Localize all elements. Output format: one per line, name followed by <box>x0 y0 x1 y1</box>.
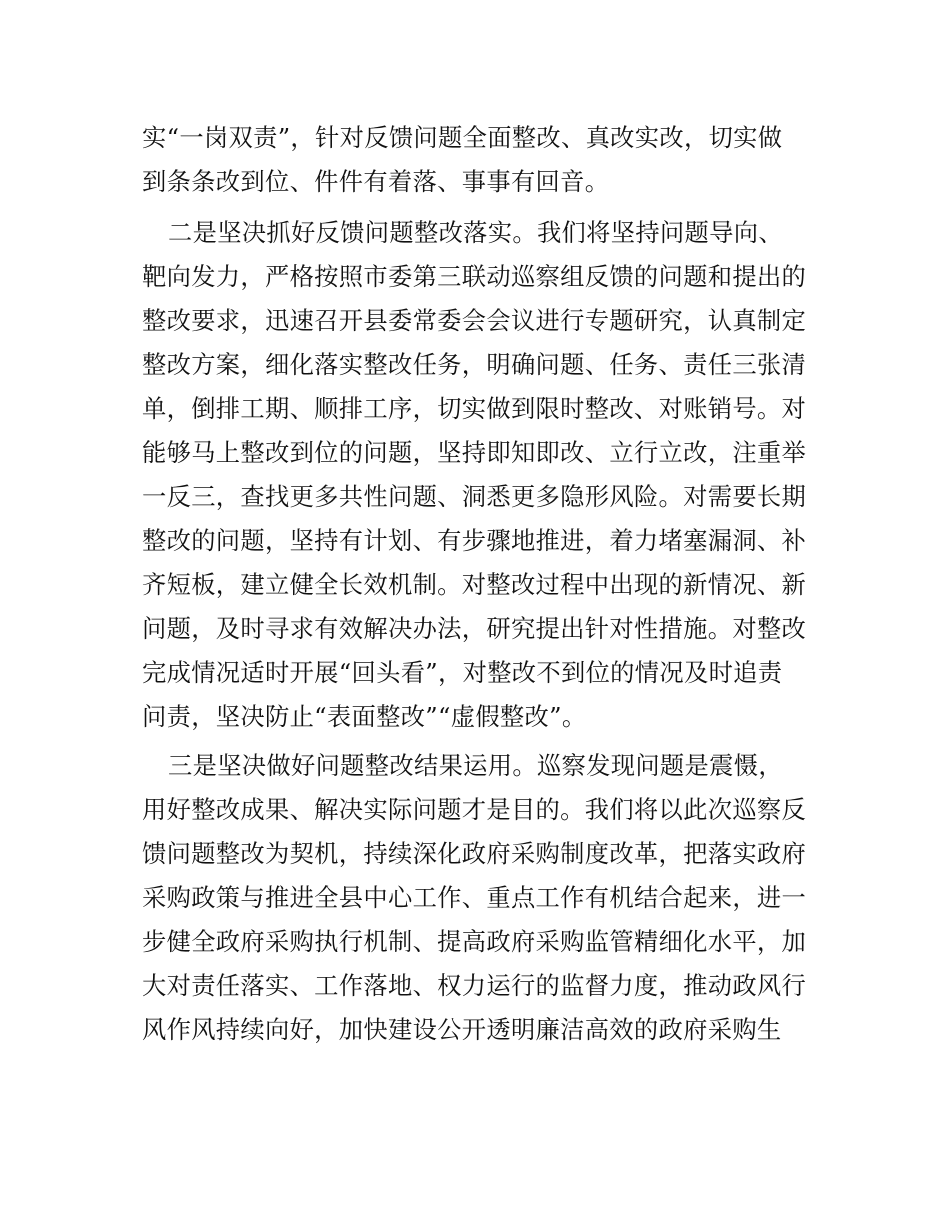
paragraph-line: 三是坚决做好问题整改结果运用。巡察发现问题是震慑， <box>168 751 783 780</box>
paragraph-line: 整改要求，迅速召开县委常委会会议进行专题研究，认真制定 <box>142 306 807 335</box>
paragraph-line: 完成情况适时开展“回头看”，对整改不到位的情况及时追责 <box>142 658 783 687</box>
paragraph-line: 到条条改到位、件件有着落、事事有回音。 <box>142 167 610 196</box>
paragraph-line: 馈问题整改为契机，持续深化政府采购制度改革，把落实政府 <box>142 839 807 868</box>
paragraph-line: 步健全政府采购执行机制、提高政府采购监管精细化水平，加 <box>142 927 807 956</box>
paragraph-3 <box>142 744 822 1052</box>
paragraph-2 <box>142 211 822 739</box>
paragraph-line: 风作风持续向好，加快建设公开透明廉洁高效的政府采购生 <box>142 1015 782 1044</box>
paragraph-line: 用好整改成果、解决实际问题才是目的。我们将以此次巡察反 <box>142 795 807 824</box>
paragraph-line: 二是坚决抓好反馈问题整改落实。我们将坚持问题导向、 <box>168 218 783 247</box>
paragraph-line: 一反三，查找更多共性问题、洞悉更多隐形风险。对需要长期 <box>142 482 807 511</box>
paragraph-line: 实“一岗双责”，针对反馈问题全面整改、真改实改，切实做 <box>142 123 783 152</box>
paragraph-line: 采购政策与推进全县中心工作、重点工作有机结合起来，进一 <box>142 883 807 912</box>
paragraph-line: 大对责任落实、工作落地、权力运行的监督力度，推动政风行 <box>142 971 807 1000</box>
paragraph-line: 靶向发力，严格按照市委第三联动巡察组反馈的问题和提出的 <box>142 262 807 291</box>
paragraph-line: 齐短板，建立健全长效机制。对整改过程中出现的新情况、新 <box>142 570 807 599</box>
paragraph-line: 整改的问题，坚持有计划、有步骤地推进，着力堵塞漏洞、补 <box>142 526 807 555</box>
paragraph-1 <box>142 116 822 204</box>
paragraph-line: 能够马上整改到位的问题，坚持即知即改、立行立改，注重举 <box>142 438 807 467</box>
paragraph-line: 问题，及时寻求有效解决办法，研究提出针对性措施。对整改 <box>142 614 807 643</box>
paragraph-line: 单，倒排工期、顺排工序，切实做到限时整改、对账销号。对 <box>142 394 807 423</box>
paragraph-line: 整改方案，细化落实整改任务，明确问题、任务、责任三张清 <box>142 350 807 379</box>
paragraph-line: 问责，坚决防止“表面整改”“虚假整改”。 <box>142 702 587 731</box>
